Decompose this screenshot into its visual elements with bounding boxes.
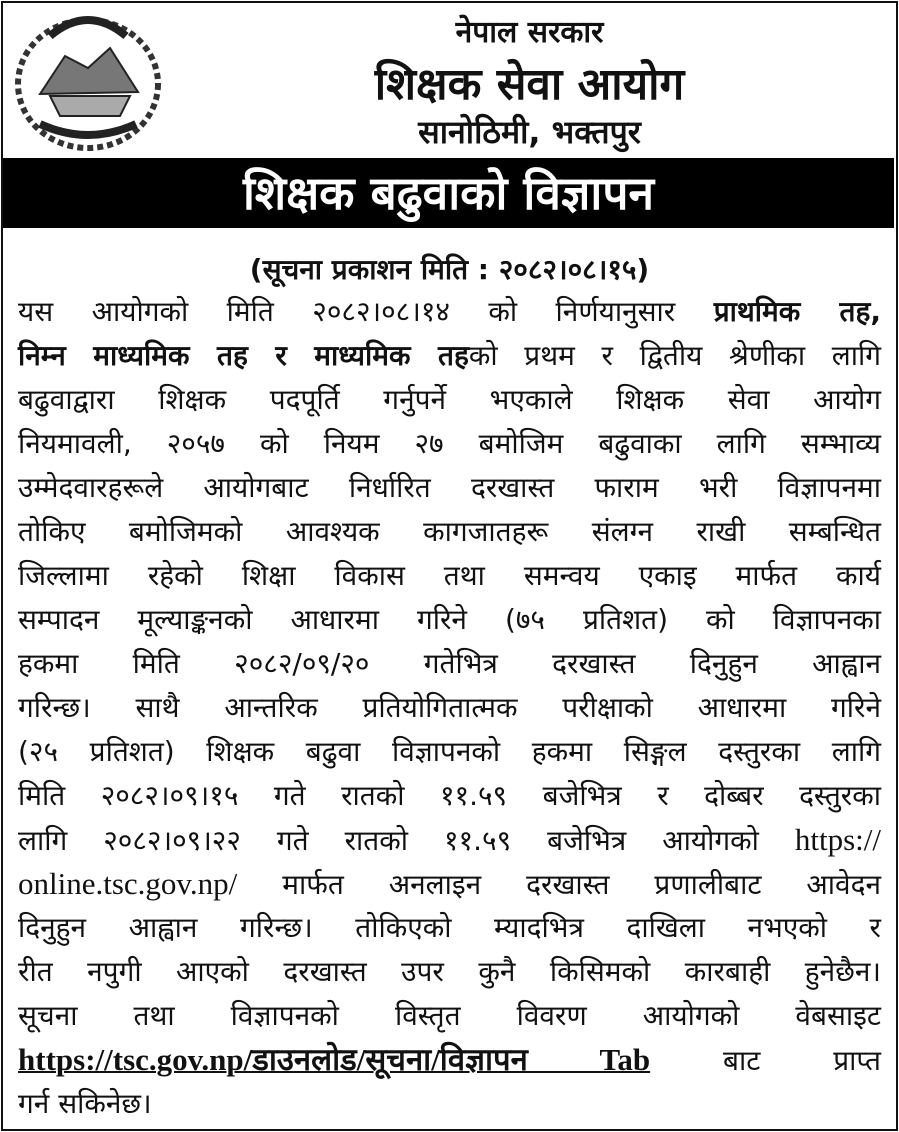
publication-date: (सूचना प्रकाशन मिति : २०८२।०८।१५)	[249, 253, 650, 286]
notice-line	[18, 598, 881, 642]
notice-line	[18, 642, 881, 686]
bold-text: प्राथमिक तह,	[713, 295, 881, 328]
notice-line	[18, 862, 881, 906]
url-link[interactable]: https://	[794, 822, 881, 857]
notice-line	[18, 378, 881, 422]
url-link[interactable]: https://tsc.gov.np/डाउनलोड/सूचना/विज्ञापन Tab	[18, 1042, 651, 1077]
notice-line	[18, 554, 881, 598]
notice-line	[18, 334, 881, 378]
body-text: तोकिए बमोजिमको आवश्यक कागजातहरू संलग्न राखी सम्बन्धित	[18, 515, 881, 548]
body-text: मिति २०८२।०९।१५ गते रातको ११.५९ बजेभित्र र दोब्बर दस्तुरका	[18, 779, 881, 812]
body-text: सूचना तथा विज्ञापनको विस्तृत विवरण आयोगको वेबसाइट	[18, 999, 881, 1032]
notice-line	[18, 730, 881, 774]
notice-line	[18, 686, 881, 730]
body-text: गरिन्छ। साथै आन्तरिक प्रतियोगितात्मक परीक्षाको आधारमा गरिने	[18, 691, 881, 724]
body-text: को प्रथम र द्वितीय श्रेणीका लागि	[468, 339, 881, 372]
body-text: बढुवाद्वारा शिक्षक पदपूर्ति गर्नुपर्ने भएकाले शिक्षक सेवा आयोग	[18, 383, 881, 416]
notice-body	[18, 290, 881, 1126]
notice-line	[18, 1082, 881, 1126]
body-text: लागि २०८२।०९।२२ गते रातको ११.५९ बजेभित्र आयोगको	[18, 824, 795, 857]
body-text: दिनुहुन आह्वान गरिन्छ। तोकिएको म्यादभित्र दाखिला नभएको र	[18, 911, 881, 944]
body-text: नियमावली, २०५७ को नियम २७ बमोजिम बढुवाका लागि सम्भाव्य	[18, 427, 881, 460]
notice-line	[18, 422, 881, 466]
body-text: रीत नपुगी आएको दरखास्त उपर कुनै किसिमको कारबाही हुनेछैन।	[18, 955, 881, 988]
body-text: मार्फत अनलाइन दरखास्त प्रणालीबाट आवेदन	[237, 868, 881, 901]
notice-title-banner: शिक्षक बढुवाको विज्ञापन	[3, 158, 894, 228]
body-text: सम्पादन मूल्याङ्कनको आधारमा गरिने (७५ प्रतिशत) को विज्ञापनका	[18, 603, 881, 636]
notice-line	[18, 1038, 881, 1082]
body-text: यस आयोगको मिति २०८२।०८।१४ को निर्णयानुसार	[18, 295, 714, 328]
government-name: नेपाल सरकार	[455, 15, 604, 50]
body-text: गर्न सकिनेछ।	[18, 1087, 152, 1120]
organization-name: शिक्षक सेवा आयोग	[374, 59, 685, 110]
notice-line	[18, 994, 881, 1038]
organization-location: सानोठिमी, भक्तपुर	[418, 113, 641, 151]
body-text: हकमा मिति २०८२/०९/२० गतेभित्र दरखास्त दिनुहुन आह्वान	[18, 647, 881, 680]
notice-line	[18, 906, 881, 950]
body-text: जिल्लामा रहेको शिक्षा विकास तथा समन्वय एकाइ मार्फत कार्य	[18, 559, 881, 592]
body-text: (२५ प्रतिशत) शिक्षक बढुवा विज्ञापनको हकमा सिङ्गल दस्तुरका लागि	[18, 735, 881, 768]
notice-line	[18, 466, 881, 510]
notice-line	[18, 818, 881, 862]
url-link[interactable]: online.tsc.gov.np/	[18, 866, 238, 901]
notice-line	[18, 510, 881, 554]
nepal-government-emblem-icon	[10, 6, 166, 152]
body-text: बाट प्राप्त	[650, 1044, 881, 1077]
notice-line	[18, 950, 881, 994]
notice-line	[18, 774, 881, 818]
body-text: उम्मेदवारहरूले आयोगबाट निर्धारित दरखास्त फाराम भरी विज्ञापनमा	[18, 471, 881, 504]
bold-text: निम्न माध्यमिक तह र माध्यमिक तह	[18, 339, 469, 372]
notice-line	[18, 290, 881, 334]
